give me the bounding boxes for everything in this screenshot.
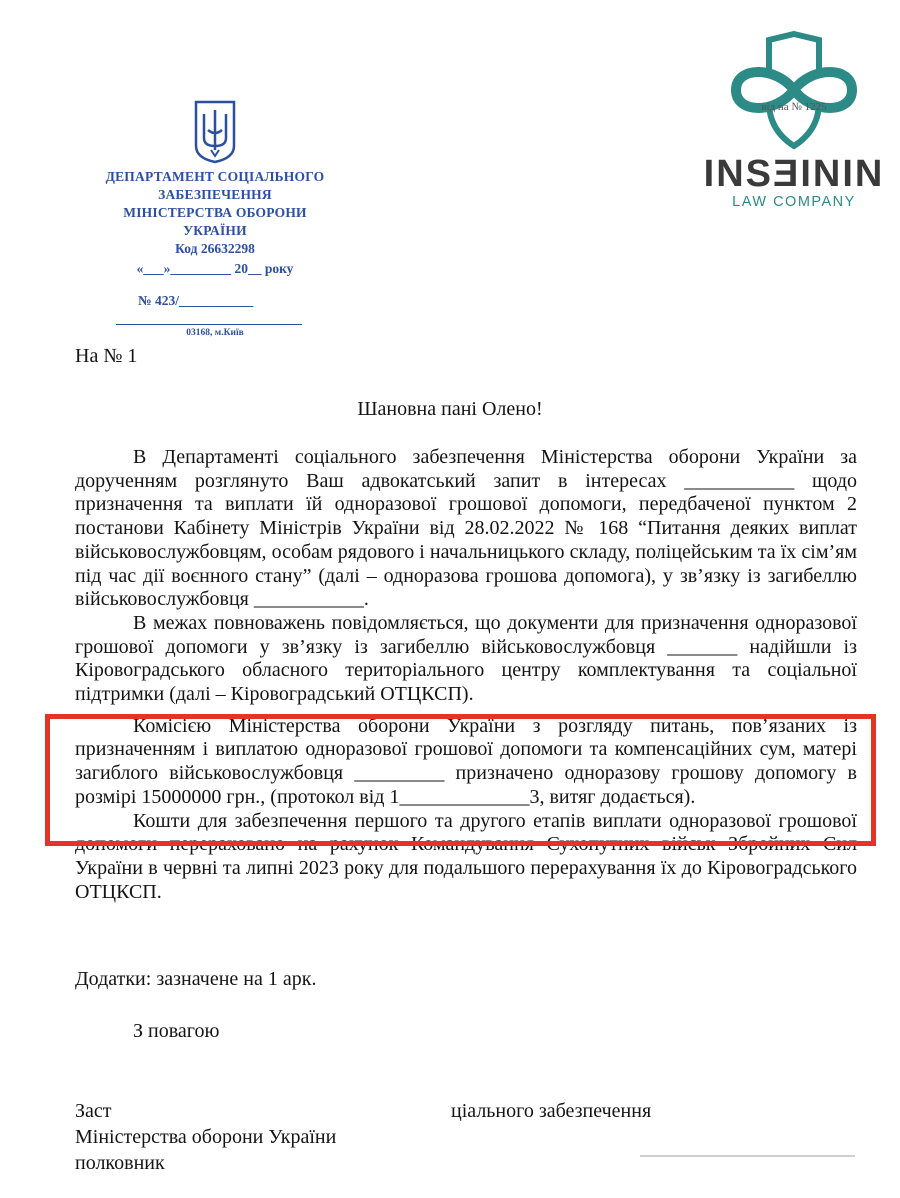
letterhead-line-4: УКРАЇНИ: [183, 223, 247, 238]
law-company-logo: [694, 30, 894, 215]
seal-text: від на № 1225: [761, 101, 827, 113]
letterhead-rule: [116, 324, 302, 325]
paragraph-2: В межах повноважень повідомляється, що документи для призначення одноразової грошової допомоги у зв’язку із загибеллю військовослужбовця _______ надійшли із Кіровоградського обласного територіального центру комплектування та соціальної підтримки (далі – Кіровоградський ОТЦКСП).: [75, 611, 857, 706]
paragraph-3: Комісією Міністерства оборони України з розгляду питань, пов’язаних із призначенням і виплатою одноразової грошової допомоги та компенсаційних сум, матері загиблого військовослужбовця _________ призначено одноразову грошову допомогу в розмірі 15000000 грн., (протокол від 1_____________3, витяг додається).: [75, 714, 857, 808]
letterhead-date: «___»_________ 20__ року: [136, 261, 294, 276]
letterhead-code: Код 26632298: [175, 241, 255, 256]
redacted-signature-name: [640, 1155, 855, 1157]
logo-subtitle: LAW COMPANY: [732, 194, 856, 210]
letterhead-line-3: МІНІСТЕРСТВА ОБОРОНИ: [123, 205, 307, 220]
logo-wordmark: INSƎININ: [703, 153, 885, 195]
signature-title-right: ціального забезпечення: [451, 1100, 652, 1122]
highlight-box: [45, 714, 876, 846]
signature-title-left: Заст: [75, 1100, 112, 1122]
closing-regards: З повагою: [133, 1020, 220, 1042]
signature-rank: полковник: [75, 1152, 165, 1174]
paragraph-1: В Департаменті соціального забезпечення Міністерства оборони України за дорученням розглянуто Ваш адвокатський запит в інтересах ___________ щодо призначення та виплати їй одноразової грошової допомоги, передбаченої пунктом 2 постанови Кабінету Міністрів України від 28.02.2022 № 168 “Питання деяких виплат військовослужбовцям, особам рядового і начальницького складу, поліцейським та їх сім’ям під час дії воєнного стану” (далі – одноразова грошова допомога), у зв’язку із загибеллю військовослужбовця ___________.: [75, 446, 857, 611]
letterhead-line-2: ЗАБЕЗПЕЧЕННЯ: [158, 187, 272, 202]
greeting: Шановна пані Олено!: [357, 398, 543, 420]
paragraph-4: Кошти для забезпечення першого та другого етапів виплати одноразової грошової допомоги перераховано на рахунок Командування Сухопутних військ Збройних Сил України в червні та липні 2023 року для подальшого перерахування їх до Кіровоградського ОТЦКСП.: [75, 809, 857, 903]
trident-emblem-icon: [192, 100, 238, 164]
attachments-note: Додатки: зазначене на 1 арк.: [75, 968, 317, 990]
signature-ministry: Міністерства оборони України: [75, 1126, 337, 1148]
letterhead: [70, 100, 360, 339]
reference-number: На № 1: [75, 345, 138, 367]
infinity-shield-icon: [724, 30, 864, 150]
letterhead-line-1: ДЕПАРТАМЕНТ СОЦІАЛЬНОГО: [105, 169, 325, 184]
letterhead-city: 03168, м.Київ: [186, 328, 244, 338]
letterhead-number: № 423/___________: [138, 293, 254, 308]
